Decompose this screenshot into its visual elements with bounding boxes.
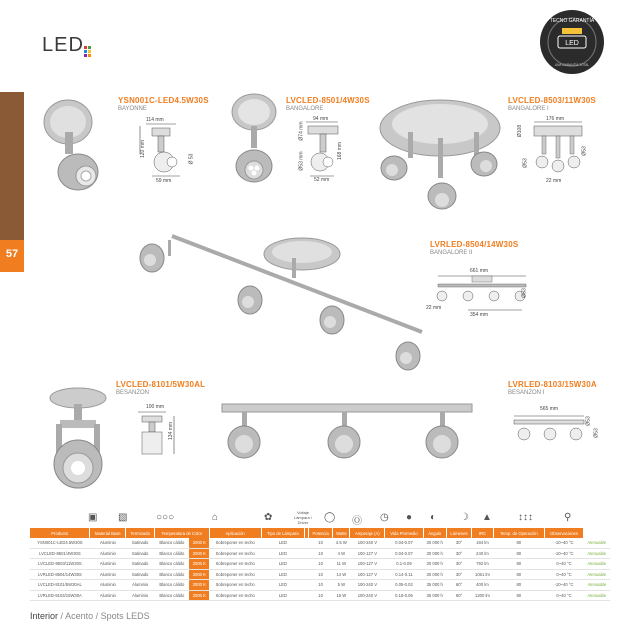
col-potencia: Potencia <box>308 528 332 538</box>
cell-lumenes: 1061 lm <box>472 569 493 580</box>
dim-base: Ø74 mm <box>298 121 305 141</box>
product-code: LVCLED-8503/11W30S <box>508 96 596 105</box>
cell-amperaje: 0.05-0.02 <box>385 580 423 591</box>
cell-amperaje: 0.15-0.06 <box>385 590 423 601</box>
cell-aplicacion: Sobreponer en techo <box>209 590 261 601</box>
cell-voltaje: 100-127 V <box>350 559 385 570</box>
footer-category: Acento / Spots LEDS <box>65 611 150 621</box>
dim-spacing: 354 mm <box>470 312 489 318</box>
cell-irc: 80 <box>493 559 544 570</box>
product-4-label <box>430 240 518 256</box>
cell-terminado: Satinado <box>126 569 154 580</box>
table-icon-row <box>24 508 638 528</box>
led-logo: LED <box>42 34 84 56</box>
table-row <box>30 569 610 580</box>
product-6-dimension-drawing <box>510 412 594 452</box>
dim-length: 661 mm <box>470 268 489 274</box>
cell-voltaje: 100-127 V <box>350 548 385 559</box>
house-icon: ⌂ <box>212 512 219 523</box>
cell-kelvin: 3000 K <box>189 548 209 559</box>
product-2-label <box>286 96 370 112</box>
cell-producto: LVCLED-8101/5W30AL <box>30 580 90 591</box>
cell-terminado: Aluminio <box>126 590 154 601</box>
cell-angulo: 30° <box>446 548 472 559</box>
cell-potencia: 10 <box>308 538 332 548</box>
cell-voltaje: 100-240 V <box>350 538 385 548</box>
irc-icon: ▲ <box>482 512 492 523</box>
cell-observaciones: Atenuable <box>584 580 610 591</box>
product-5-dimension-drawing <box>134 408 182 464</box>
cell-watts: 11 W <box>333 559 350 570</box>
cell-color: Blanco cálido <box>154 559 189 570</box>
product-6-label <box>508 380 597 396</box>
dim-depth: 59 mm <box>156 178 172 184</box>
cell-color: Blanco cálido <box>154 548 189 559</box>
cell-material: Aluminio <box>90 569 126 580</box>
cell-observaciones: Atenuable <box>584 569 610 580</box>
dim-depth: 22 mm <box>426 305 442 311</box>
cell-angulo: 60° <box>446 580 472 591</box>
col-lumenes: Lúmenes <box>446 528 472 538</box>
col-vida: Vida Promedio <box>385 528 423 538</box>
product-code: LVRLED-8103/15W30A <box>508 380 597 389</box>
cell-kelvin: 3000 K <box>189 569 209 580</box>
cell-material: Aluminio <box>90 559 126 570</box>
table-row <box>30 590 610 601</box>
col-temperatura: Temperatura de Color <box>154 528 209 538</box>
cell-color: Blanco cálido <box>154 590 189 601</box>
cell-potencia: 10 <box>308 569 332 580</box>
table-row <box>30 548 610 559</box>
cell-vida: 30 000 h <box>423 569 446 580</box>
product-5-label <box>116 380 205 396</box>
cell-lumenes: 1200 lm <box>472 590 493 601</box>
cell-amperaje: 0.04-0.07 <box>385 548 423 559</box>
tecno-garantia-seal-icon <box>538 8 606 76</box>
dim-head-left: Ø53 <box>522 158 529 168</box>
product-name: BAYONNE <box>118 106 147 112</box>
cell-potencia: 10 <box>308 548 332 559</box>
cell-angulo: 60° <box>446 590 472 601</box>
product-5-spotlight-image <box>30 384 120 500</box>
cell-amperaje: 0.14-0.11 <box>385 569 423 580</box>
product-2-spotlight-image <box>222 92 286 192</box>
dim-head: Ø53 mm <box>298 151 305 171</box>
cell-lumenes: 792 lm <box>472 559 493 570</box>
cell-voltaje: 100-240 V <box>350 580 385 591</box>
dim-depth: 52 mm <box>314 177 330 183</box>
thermometer-icon: ↕↕↕ <box>518 512 533 523</box>
col-angulo: Ángulo <box>423 528 446 538</box>
dim-base: Ø108 <box>517 124 524 138</box>
footer-separator: / <box>60 611 64 621</box>
cell-producto: LVCLED-8501/4W30S <box>30 548 90 559</box>
cell-lumenes: 240 lm <box>472 548 493 559</box>
cell-observaciones: Atenuable <box>584 590 610 601</box>
cell-observaciones: Atenuable <box>584 548 610 559</box>
cell-potencia: 10 <box>308 590 332 601</box>
cell-tipo: LED <box>261 538 305 548</box>
cell-tipo: LED <box>261 559 305 570</box>
cell-kelvin: 3000 K <box>189 538 209 548</box>
col-irc: IRC <box>472 528 493 538</box>
cell-terminado: Satinado <box>126 538 154 548</box>
cell-aplicacion: Sobreponer en techo <box>209 538 261 548</box>
product-name: BESANZON I <box>508 390 545 396</box>
life-icon: ● <box>406 512 413 523</box>
product-3-label <box>508 96 596 112</box>
col-material: Material Base <box>90 528 126 538</box>
col-terminado: Terminado <box>126 528 154 538</box>
product-3-spotlight-image <box>370 92 510 216</box>
cell-potencia: 10 <box>308 559 332 570</box>
dim-height: 120 mm <box>140 139 147 159</box>
table-header-row <box>30 528 610 538</box>
cell-aplicacion: Sobreponer en techo <box>209 548 261 559</box>
cell-material: Aluminio <box>90 548 126 559</box>
product-code: LVRLED-8504/14W30S <box>430 240 519 249</box>
cell-kelvin: 3000 K <box>189 590 209 601</box>
cell-tipo: LED <box>261 590 305 601</box>
col-tipo-lampara: Tipo de Lámpara <box>261 528 305 538</box>
cell-kelvin: 3000 K <box>189 580 209 591</box>
finish-icon: ▧ <box>118 512 128 523</box>
spec-table <box>30 528 610 601</box>
cell-watts: 15 W <box>333 590 350 601</box>
dim-head-right: Ø53 <box>581 146 588 156</box>
clock-icon: ◷ <box>380 512 389 523</box>
cell-temp-op: 0~40 °C <box>545 590 584 601</box>
angle-icon: ◐ <box>430 512 437 523</box>
cell-material: Aluminio <box>90 590 126 601</box>
cell-observaciones: Atenuable <box>584 538 610 548</box>
cell-temp-op: 0~40 °C <box>545 559 584 570</box>
col-amperaje: Amperaje (A) <box>350 528 385 538</box>
cell-material: Aluminio <box>90 580 126 591</box>
product-4-track-light-image <box>132 216 428 376</box>
spec-table-section <box>24 508 638 601</box>
cell-color: Blanco cálido <box>154 538 189 548</box>
product-6-track-light-image <box>212 396 482 492</box>
cell-watts: 5 W <box>333 580 350 591</box>
cell-color: Blanco cálido <box>154 569 189 580</box>
cell-producto: YSN001C-LED4.5W30S <box>30 538 90 548</box>
product-code: YSN001C-LED4.5W30S <box>118 96 209 105</box>
dim-width: 114 mm <box>146 117 164 123</box>
cell-angulo: 30° <box>446 569 472 580</box>
cell-aplicacion: Sobreponer en techo <box>209 559 261 570</box>
cell-vida: 30 000 h <box>423 559 446 570</box>
cell-vida: 30 000 h <box>423 548 446 559</box>
cell-vida: 30 000 h <box>423 538 446 548</box>
cell-producto: LVRLED-8103/15W30A <box>30 590 90 601</box>
cell-terminado: Satinado <box>126 548 154 559</box>
product-name: BANGALORE II <box>430 250 473 256</box>
cell-temp-op: -10~40 °C <box>545 538 584 548</box>
dim-length: 565 mm <box>540 406 559 412</box>
cell-amperaje: 0.1-0.09 <box>385 559 423 570</box>
col-aplicacion: Aplicación <box>209 528 261 538</box>
product-code: LVCLED-8101/5W30AL <box>116 380 206 389</box>
dim-diameter: Ø 53 <box>188 153 195 165</box>
badge-sub: LED <box>565 40 579 47</box>
page-number: 57 <box>5 248 19 260</box>
cell-vida: 35 000 h <box>423 590 446 601</box>
dim-width: 100 mm <box>146 404 165 410</box>
badge-title: TECNO GARANTÍA <box>549 18 595 24</box>
cell-tipo: LED <box>261 548 305 559</box>
cell-producto: LVRLED-8504/14W30S <box>30 569 90 580</box>
col-observaciones: Observaciones <box>545 528 584 538</box>
dim-diameter: Ø53 <box>585 416 592 426</box>
col-producto: Producto <box>30 528 90 538</box>
cell-potencia: 10 <box>308 580 332 591</box>
badge-ribbon: UNA GARANTÍA TOTAL <box>554 63 590 67</box>
table-row <box>30 559 610 570</box>
cell-irc: 80 <box>493 580 544 591</box>
dim-width: 94 mm <box>313 116 329 122</box>
cell-terminado: Satinado <box>126 559 154 570</box>
product-3-dimension-drawing <box>524 118 590 180</box>
cell-lumenes: 184 lm <box>472 538 493 548</box>
cell-temp-op: -10~40 °C <box>545 580 584 591</box>
color-temp-icon: ○○○ <box>156 512 175 523</box>
cell-voltaje: 100-127 V <box>350 569 385 580</box>
cell-temp-op: -10~40 °C <box>545 548 584 559</box>
cell-producto: LVCLED-8503/11W30S <box>30 559 90 570</box>
cell-irc: 80 <box>493 548 544 559</box>
cell-terminado: Aluminio <box>126 580 154 591</box>
cell-material: Aluminio <box>90 538 126 548</box>
cell-voltaje: 100-240 V <box>350 590 385 601</box>
table-row <box>30 580 610 591</box>
bulb-icon: ✿ <box>264 512 273 523</box>
product-1-spotlight-image <box>38 92 118 202</box>
dim-height: 168 mm <box>337 141 344 161</box>
cell-kelvin: 3000 K <box>189 559 209 570</box>
cell-watts: 4 W <box>333 548 350 559</box>
cell-watts: 14 W <box>333 569 350 580</box>
volt-icon: Ⓞ <box>352 516 362 527</box>
cell-observaciones: Atenuable <box>584 559 610 570</box>
cell-temp-op: 0~40 °C <box>545 569 584 580</box>
cell-irc: 80 <box>493 590 544 601</box>
cell-watts: 4.5 W <box>333 538 350 548</box>
voltage-label: Voltaje Lámpara / Driver <box>293 510 312 525</box>
cell-vida: 35 000 h <box>423 580 446 591</box>
cell-irc: 80 <box>493 538 544 548</box>
cell-tipo: LED <box>261 569 305 580</box>
product-name: BANGALORE I <box>508 106 549 112</box>
table-row <box>30 538 610 548</box>
product-code: LVCLED-8501/4W30S <box>286 96 370 105</box>
cell-aplicacion: Sobreponer en techo <box>209 580 261 591</box>
dim-diameter-2: Ø53 <box>593 428 600 438</box>
search-icon: ⚲ <box>564 512 572 523</box>
product-1-label <box>118 96 209 112</box>
cell-lumenes: 400 lm <box>472 580 493 591</box>
dim-depth: 22 mm <box>546 178 562 184</box>
col-watts: Watts <box>333 528 350 538</box>
cell-tipo: LED <box>261 580 305 591</box>
dim-width: 176 mm <box>546 116 565 122</box>
dim-diameter: Ø53 <box>521 288 528 298</box>
material-icon: ▣ <box>88 512 98 523</box>
product-name: BANGALORE <box>286 106 324 112</box>
lumen-icon: ☽ <box>460 512 469 523</box>
logo-color-dots <box>84 46 92 58</box>
cell-irc: 80 <box>493 569 544 580</box>
cell-color: Blanco cálido <box>154 580 189 591</box>
sidebar-top <box>0 0 24 92</box>
dim-height: 134 mm <box>168 421 175 441</box>
col-temp-operacion: Temp. de Operación <box>493 528 544 538</box>
cell-aplicacion: Sobreponer en techo <box>209 569 261 580</box>
power-icon: ◯ <box>324 512 336 523</box>
product-name: BESANZON <box>116 390 150 396</box>
cell-amperaje: 0.04-0.07 <box>385 538 423 548</box>
footer-section: Interior <box>30 611 59 621</box>
cell-angulo: 30° <box>446 538 472 548</box>
footer-breadcrumb <box>30 611 150 621</box>
sidebar-wood-band <box>0 92 24 252</box>
cell-angulo: 30° <box>446 559 472 570</box>
